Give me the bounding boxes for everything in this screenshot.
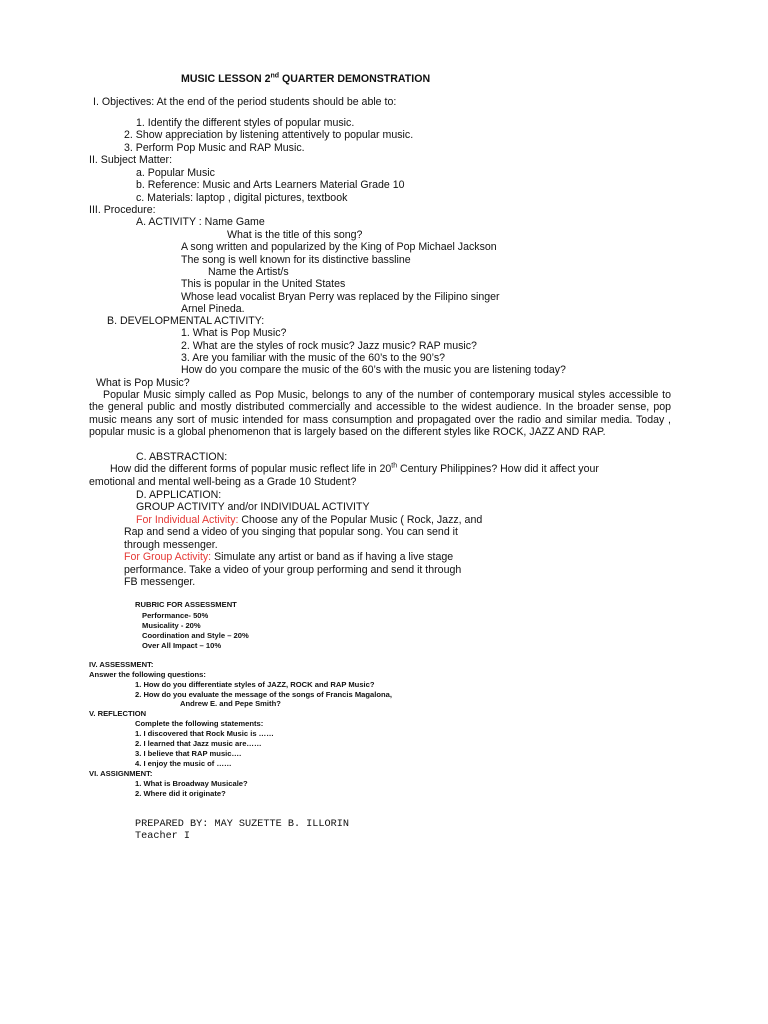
assessment-question: 2. How do you evaluate the message of the songs of Francis Magalona,	[135, 690, 392, 699]
group-activity-text: Simulate any artist or band as if having a live stage	[211, 551, 454, 563]
individual-activity	[136, 514, 482, 526]
activity-question: What is the title of this song?	[227, 229, 363, 241]
application-line: GROUP ACTIVITY and/or INDIVIDUAL ACTIVITY	[136, 501, 370, 513]
abstraction-question	[110, 463, 599, 475]
procedure-heading: III. Procedure:	[89, 204, 156, 216]
developmental-item: 3. Are you familiar with the music of the 60’s to the 90’s?	[181, 352, 446, 364]
title-main: MUSIC LESSON 2	[181, 73, 271, 85]
objective-item: 1. Identify the different styles of popular music.	[136, 117, 355, 129]
individual-activity-label: For Individual Activity:	[136, 514, 239, 526]
assessment-question: 1. How do you differentiate styles of JAZZ, ROCK and RAP Music?	[135, 680, 375, 689]
rubric-item: Musicality - 20%	[142, 621, 201, 630]
subject-matter-item: b. Reference: Music and Arts Learners Material Grade 10	[136, 179, 405, 191]
rubric-item: Coordination and Style – 20%	[142, 631, 249, 640]
artist-prompt: Name the Artist/s	[208, 266, 289, 278]
activity-heading: A. ACTIVITY : Name Game	[136, 216, 265, 228]
developmental-item: 2. What are the styles of rock music? Jazz music? RAP music?	[181, 340, 477, 352]
abstraction-text: Century Philippines? How did it affect your	[397, 463, 599, 475]
assessment-question-continued: Andrew E. and Pepe Smith?	[180, 699, 281, 708]
developmental-heading: B. DEVELOPMENTAL ACTIVITY:	[107, 315, 265, 327]
group-activity-text: FB messenger.	[124, 576, 196, 588]
rubric-item: Over All Impact – 10%	[142, 641, 222, 650]
preparer-role: Teacher I	[135, 831, 191, 842]
abstraction-superscript: th	[391, 462, 398, 470]
activity-clue: This is popular in the United States	[181, 278, 346, 290]
group-activity-label: For Group Activity:	[124, 551, 212, 563]
document-title	[181, 73, 430, 85]
abstraction-text: How did the different forms of popular music reflect life in 20	[110, 463, 392, 475]
prepared-by: PREPARED BY: MAY SUZETTE B. ILLORIN	[135, 819, 349, 830]
activity-clue: The song is well known for its distinctive bassline	[181, 254, 411, 266]
reflection-item: 2. I learned that Jazz music are……	[135, 739, 262, 748]
pop-music-paragraph: Popular Music simply called as Pop Music, belongs to any of the number of contemporary musical styles accessible to the general public and mostly distributed commercially and accessible to the widest audience. In the broader sense, pop music means any sort of music intended for mass consumption and propagated over the radio and similar media. Today , popular music is a global phenomenon that is largely based on the different styles like ROCK, JAZZ AND RAP.	[89, 389, 671, 439]
assignment-heading: VI. ASSIGNMENT:	[89, 769, 153, 778]
reflection-item: 1. I discovered that Rock Music is ……	[135, 729, 274, 738]
application-heading: D. APPLICATION:	[136, 489, 222, 501]
objective-item: 2. Show appreciation by listening attentively to popular music.	[124, 129, 414, 141]
rubric-item: Performance- 50%	[142, 611, 209, 620]
assessment-heading: IV. ASSESSMENT:	[89, 660, 154, 669]
reflection-intro: Complete the following statements:	[135, 719, 264, 728]
abstraction-question-line2: emotional and mental well-being as a Grade 10 Student?	[89, 476, 357, 488]
individual-activity-text: Choose any of the Popular Music ( Rock, Jazz, and	[238, 514, 483, 526]
title-superscript: nd	[270, 72, 280, 80]
rubric-heading: RUBRIC FOR ASSESSMENT	[135, 600, 237, 609]
group-activity-text: performance. Take a video of your group performing and send it through	[124, 564, 462, 576]
subject-matter-item: a. Popular Music	[136, 167, 215, 179]
assignment-item: 2. Where did it originate?	[135, 789, 226, 798]
abstraction-heading: C. ABSTRACTION:	[136, 451, 228, 463]
subject-matter-item: c. Materials: laptop , digital pictures, textbook	[136, 192, 348, 204]
individual-activity-text: Rap and send a video of you singing that popular song. You can send it	[124, 526, 458, 538]
assessment-intro: Answer the following questions:	[89, 670, 206, 679]
activity-clue: Arnel Pineda.	[181, 303, 245, 315]
objective-item: 3. Perform Pop Music and RAP Music.	[124, 142, 305, 154]
developmental-item: 1. What is Pop Music?	[181, 327, 287, 339]
activity-clue: Whose lead vocalist Bryan Perry was replaced by the Filipino singer	[181, 291, 500, 303]
reflection-item: 4. I enjoy the music of ……	[135, 759, 232, 768]
assignment-item: 1. What is Broadway Musicale?	[135, 779, 248, 788]
pop-music-question: What is Pop Music?	[96, 377, 190, 389]
developmental-item: How do you compare the music of the 60’s with the music you are listening today?	[181, 364, 566, 376]
individual-activity-text: through messenger.	[124, 539, 218, 551]
group-activity	[124, 551, 453, 563]
reflection-heading: V. REFLECTION	[89, 709, 147, 718]
objectives-heading: I. Objectives: At the end of the period students should be able to:	[93, 96, 397, 108]
activity-clue: A song written and popularized by the King of Pop Michael Jackson	[181, 241, 497, 253]
title-rest: QUARTER DEMONSTRATION	[279, 73, 431, 85]
subject-matter-heading: II. Subject Matter:	[89, 154, 173, 166]
reflection-item: 3. I believe that RAP music….	[135, 749, 242, 758]
